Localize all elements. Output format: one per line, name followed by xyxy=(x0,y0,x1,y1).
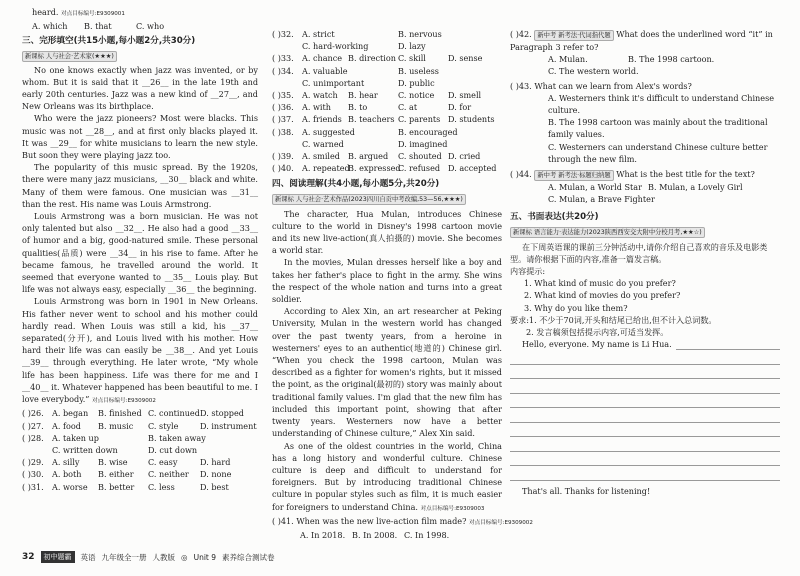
reading-title: 四、阅读理解(共4小题,每小题5分,共20分) xyxy=(272,179,440,190)
answer-option[interactable]: C. neither xyxy=(148,469,189,480)
answer-option[interactable]: C. skill xyxy=(398,53,426,64)
answer-option[interactable]: D. best xyxy=(200,481,229,492)
answer-option[interactable]: C. hard-working xyxy=(302,41,369,52)
answer-option[interactable]: C. easy xyxy=(148,457,178,468)
writing-instruction: 在下周英语课的课前三分钟活动中,请你介绍自己喜欢的音乐及电影类型。请你根据下面的内容,准备一篇发言稿。 xyxy=(510,241,768,264)
question-number[interactable]: ( )34. xyxy=(272,65,294,76)
q41-options: A. In 2018. B. In 2008. C. In 1998. xyxy=(300,529,450,540)
question-row xyxy=(22,481,258,493)
q43-option-b: B. The 1998 cartoon was mainly about the traditional family values. xyxy=(548,117,768,140)
cloze-p3: The popularity of this music spread. By the 1920s, there were many jazz musicians, __30__ black and white. Many of them were famous. One musician was __31__ than the rest. His name was Louis Armstrong. xyxy=(22,162,258,209)
question-row xyxy=(272,138,502,150)
page-number: 32 xyxy=(22,552,35,562)
cloze-tag: 新课标 人与社会·艺术家(★★★) xyxy=(22,49,258,62)
answer-option[interactable]: A. repeated xyxy=(302,163,350,174)
brand-label: 初中题霸 xyxy=(41,551,75,563)
writing-title: 五、书面表达(共20分) xyxy=(510,212,599,223)
answer-option[interactable]: A. suggested xyxy=(302,126,355,137)
answer-option[interactable]: B. music xyxy=(98,420,134,431)
question-row xyxy=(22,420,258,432)
answer-option[interactable]: B. finished xyxy=(98,408,142,419)
question-row xyxy=(22,444,258,456)
question-row xyxy=(272,126,502,138)
question-row xyxy=(272,101,502,113)
answer-option[interactable]: D. sense xyxy=(448,53,483,64)
writing-item-3: 3. Why do you like them? xyxy=(524,302,628,313)
question-number[interactable]: ( )35. xyxy=(272,90,294,101)
q42-option-c: C. The western world. xyxy=(548,66,639,77)
q42-options: A. Mulan. B. The 1998 cartoon. xyxy=(548,54,715,65)
writing-end: That's all. Thanks for listening! xyxy=(522,485,651,496)
writing-line[interactable] xyxy=(510,365,780,380)
cloze-p1: No one knows exactly when jazz was invented, or by whom. But it is said that it __26__ in the late 19th and early 20th centuries. Jazz was a new kind of __27__, and New Orleans was its birthplace. xyxy=(22,64,258,112)
answer-option[interactable]: D. imagined xyxy=(398,138,448,149)
writing-line[interactable] xyxy=(510,379,780,394)
writing-item-1: 1. What kind of music do you prefer? xyxy=(524,278,676,289)
question-row xyxy=(272,77,502,89)
reading-p4: As one of the oldest countries in the world, China has a long history and wonderful culture. Chinese culture is deep and difficult to understand for foreigners. But by introducing traditional Chinese culture in popular styles such as film, it is much easier for foreigners to understand China. 对点目标编号:E9309003 xyxy=(272,440,502,512)
question-number[interactable] xyxy=(272,40,302,52)
question-row xyxy=(272,52,502,64)
answer-option[interactable]: D. public xyxy=(398,77,435,88)
q44-option-c: C. Mulan, a Brave Fighter xyxy=(548,194,655,205)
writing-line[interactable] xyxy=(510,394,780,409)
answer-option[interactable]: B. expressed xyxy=(348,163,401,174)
circle-icon: ◎ xyxy=(181,552,188,562)
question-row xyxy=(272,113,502,125)
reading-p1: The character, Hua Mulan, introduces Chinese culture to the world in Disney's 1998 cartoon movie and its new live-action(真人拍摄的) movie. She becomes a world star. xyxy=(272,208,502,256)
question-42: ( )42. 新中考 新考法·代词指代题 What does the underlined word “it” in Paragraph 3 refer to? xyxy=(510,29,773,52)
writing-hint-label: 内容提示: xyxy=(510,266,546,277)
cloze-title: 三、完形填空(共15小题,每小题2分,共30分) xyxy=(22,36,196,47)
cloze-p5: Louis Armstrong was born in 1901 in New Orleans. His father never went to school and his mother could hardly read. When Louis was still a kid, his __37__ separated(分开), and Louis lived with his mother. How hard their life was can easily be __38__. And yet Louis __39__ through everything. He later wrote, “My whole life has been happiness. Life was there for me and I __40__ it. Whatever happened has been beautiful to me. I love everybody.” 对点目标编号:E9309002 xyxy=(22,296,258,405)
grade-label: 九年级全一册 xyxy=(101,552,147,562)
question-row xyxy=(22,456,258,468)
question-41: ( )41. When was the new live-action film made? 对点目标编号:E9309002 xyxy=(272,515,533,526)
right-column xyxy=(510,28,780,497)
question-number[interactable] xyxy=(272,138,302,150)
answer-option[interactable]: C. notice xyxy=(398,90,435,101)
answer-option[interactable]: D. instrument xyxy=(200,420,257,431)
publisher-label: 人教版 xyxy=(152,552,176,562)
test-label: 素养综合测试卷 xyxy=(222,552,275,562)
q43-option-a: A. Westerners think it's difficult to understand Chinese culture. xyxy=(548,92,775,116)
answer-option[interactable]: A. worse xyxy=(52,481,88,492)
answer-option[interactable]: D. accepted xyxy=(448,163,497,174)
answer-option[interactable]: A. food xyxy=(52,420,81,431)
answer-option[interactable]: D. cut down xyxy=(148,444,198,455)
writing-line[interactable] xyxy=(510,466,780,481)
answer-option[interactable]: B. to xyxy=(348,102,368,113)
answer-option[interactable]: B. better xyxy=(98,481,135,492)
question-number[interactable]: ( )29. xyxy=(22,457,44,468)
question-number[interactable]: ( )39. xyxy=(272,151,294,162)
writing-req-2: 2. 发言稿须包括提示内容,可适当发挥。 xyxy=(526,327,669,338)
question-44: ( )44. 新中考 新考法·标题归纳题 What is the best title for the text? xyxy=(510,169,755,180)
question-number[interactable]: ( )37. xyxy=(272,114,294,125)
answer-option[interactable]: C. parents xyxy=(398,114,441,125)
writing-line[interactable] xyxy=(510,423,780,438)
question-number[interactable]: ( )36. xyxy=(272,102,294,113)
answer-option[interactable]: B. teachers xyxy=(348,114,395,125)
question-number[interactable]: ( )40. xyxy=(272,163,294,174)
writing-start: Hello, everyone. My name is Li Hua. xyxy=(510,338,780,350)
writing-line[interactable] xyxy=(510,452,780,467)
answer-option[interactable]: B. nervous xyxy=(398,29,442,39)
question-row xyxy=(272,89,502,101)
answer-option[interactable]: D. cried xyxy=(448,151,481,162)
answer-option[interactable]: C. style xyxy=(148,420,179,431)
answer-option[interactable]: D. stopped xyxy=(200,408,244,419)
left-column xyxy=(22,6,258,493)
page-footer xyxy=(22,551,275,563)
answer-option[interactable]: B. direction xyxy=(348,53,396,64)
writing-line[interactable] xyxy=(510,437,780,452)
question-number[interactable]: ( )27. xyxy=(22,420,44,431)
question-number[interactable]: ( )30. xyxy=(22,469,44,480)
writing-item-2: 2. What kind of movies do you prefer? xyxy=(524,290,681,301)
answer-option[interactable]: D. hard xyxy=(200,457,231,468)
answer-option[interactable]: A. with xyxy=(302,102,331,113)
subject-label: 英语 xyxy=(80,552,96,562)
writing-lines xyxy=(510,350,780,481)
question-number[interactable]: ( )38. xyxy=(272,126,294,137)
question-number[interactable] xyxy=(22,444,52,456)
answer-option[interactable]: A. began xyxy=(52,408,89,419)
cloze-p4: Louis Armstrong was a born musician. He was not only talented but also __32__. He also had a good __33__ of humor and a big, good-natured smile. These personal qualities(品质) were __34__ in his rise to fame. After he became famous, he travelled around the world. It seemed that everyone wanted to __35__ Louis play. But life was not always easy, especially __36__ the beginning. xyxy=(22,211,258,295)
writing-req-1: 要求:1. 不少于70词,开头和结尾已给出,但不计入总词数。 xyxy=(510,314,717,325)
answer-option[interactable]: A. watch xyxy=(302,90,338,101)
cloze-questions-2 xyxy=(272,28,502,174)
unit-label: Unit 9 xyxy=(193,552,217,562)
question-number[interactable]: ( )26. xyxy=(22,408,44,419)
question-number[interactable] xyxy=(272,77,302,89)
top-options: A. which B. that C. who xyxy=(32,21,165,32)
answer-option[interactable]: B. either xyxy=(98,469,134,480)
answer-option[interactable]: B. argued xyxy=(348,151,389,162)
answer-option[interactable]: C. less xyxy=(148,481,175,492)
answer-option[interactable]: A. strict xyxy=(302,29,335,39)
answer-option[interactable]: C. at xyxy=(398,102,418,113)
question-number[interactable]: ( )28. xyxy=(22,432,44,443)
writing-line[interactable] xyxy=(510,350,780,365)
answer-option[interactable]: D. smell xyxy=(448,90,482,101)
answer-option[interactable]: B. encouraged xyxy=(398,126,458,137)
answer-option[interactable]: C. continued xyxy=(148,408,200,419)
question-number[interactable]: ( )31. xyxy=(22,481,44,492)
question-row xyxy=(22,432,258,444)
question-row xyxy=(272,40,502,52)
answer-option[interactable]: A. both xyxy=(52,469,82,480)
answer-option[interactable]: A. chance xyxy=(302,53,343,64)
answer-option[interactable]: C. written down xyxy=(52,444,118,455)
question-number[interactable]: ( )33. xyxy=(272,53,294,64)
question-row xyxy=(272,150,502,162)
reading-tag: 新课标 人与社会·艺术作品(2023四川自贡中考改编,53—56,★★★) xyxy=(272,192,502,205)
question-row xyxy=(22,468,258,480)
question-row xyxy=(22,407,258,419)
answer-option[interactable]: B. taken away xyxy=(148,432,206,443)
q44-options: A. Mulan, a World Star B. Mulan, a Lovely Girl xyxy=(548,182,743,193)
answer-option[interactable]: C. refused xyxy=(398,163,441,174)
answer-option[interactable]: C. unimportant xyxy=(302,77,365,88)
question-row xyxy=(272,162,502,174)
q43-option-c: C. Westerners can understand Chinese culture better through the new film. xyxy=(548,141,768,164)
answer-option[interactable]: C. shouted xyxy=(398,151,442,162)
answer-option[interactable]: C. warned xyxy=(302,138,344,149)
reading-p2: In the movies, Mulan dresses herself like a boy and takes her father's place to fight in the army. She wins the respect of the whole nation and turns into a great soldier. xyxy=(272,257,502,305)
answer-option[interactable]: A. friends xyxy=(302,114,342,125)
answer-option[interactable]: B. wise xyxy=(98,457,128,468)
question-row xyxy=(272,65,502,77)
answer-option[interactable]: A. silly xyxy=(52,457,80,468)
question-row xyxy=(272,28,502,40)
answer-option[interactable]: D. none xyxy=(200,469,232,480)
reading-p3: According to Alex Xin, an art researcher at Peking University, Mulan in the western world has changed over the past twenty years, from a heroine in westerners' eyes to an authentic(地道的) Chinese girl. “When you check the 1998 cartoon, Mulan was described as a fighter for women's rights, but it missed the point, as the original(最初的) story was mainly about traditional family values. I'm glad that the new film has included this important point, showing that after twenty years. Westerners now have a better understanding of Chinese culture,” Alex Xin said. xyxy=(272,306,502,439)
top-line: heard. 对点目标编号:E9309001 xyxy=(32,7,125,17)
cloze-questions xyxy=(22,407,258,492)
answer-option[interactable]: D. lazy xyxy=(398,41,426,52)
cloze-p2: Who were the jazz pioneers? Most were blacks. This music was not __28__, and at first only blacks played it. It was __29__ for white musicians to learn the new style. But soon they were playing jazz too. xyxy=(22,113,258,161)
answer-option[interactable]: A. smiled xyxy=(302,151,340,162)
answer-option[interactable]: A. valuable xyxy=(302,65,348,76)
answer-option[interactable]: A. taken up xyxy=(52,432,99,443)
writing-tag: 新课标 语言能力·表达能力(2023陕西西安交大附中分校月考,★★☆) xyxy=(510,225,780,238)
question-43: ( )43. What can we learn from Alex's words? xyxy=(510,80,692,91)
answer-option[interactable]: B. hear xyxy=(348,90,378,101)
answer-option[interactable]: D. students xyxy=(448,114,495,125)
answer-option[interactable]: D. for xyxy=(448,102,472,113)
answer-option[interactable]: B. useless xyxy=(398,65,439,76)
question-number[interactable]: ( )32. xyxy=(272,29,294,39)
writing-line[interactable] xyxy=(510,408,780,423)
